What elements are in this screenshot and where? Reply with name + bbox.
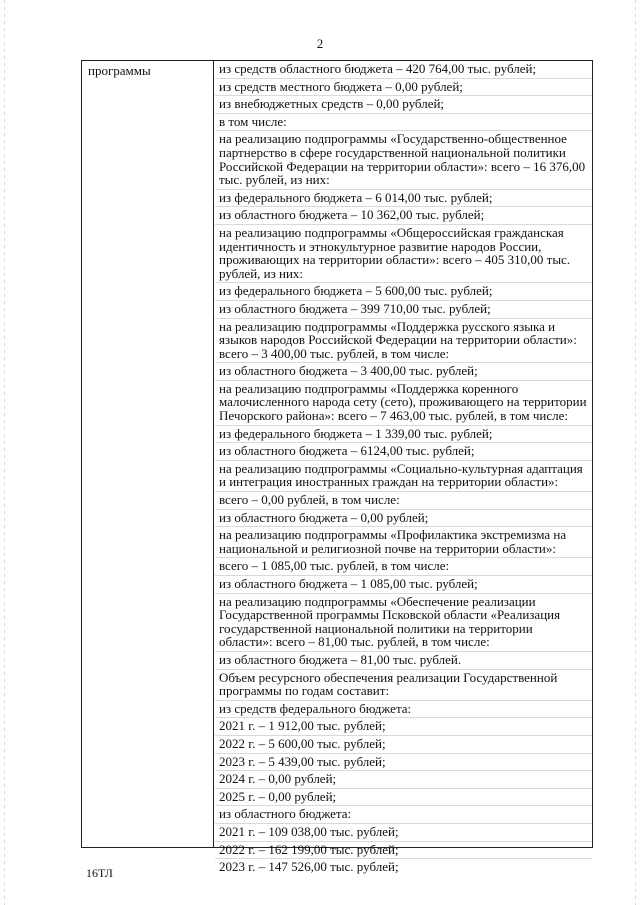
funding-line: из областного бюджета – 1 085,00 тыс. рублей; <box>215 575 592 593</box>
row-label: программы <box>88 63 151 78</box>
funding-line: из средств областного бюджета – 420 764,00 тыс. рублей; <box>219 61 537 76</box>
year-line: 2023 г. – 5 439,00 тыс. рублей; <box>215 753 592 771</box>
year-line: 2021 г. – 109 038,00 тыс. рублей; <box>215 823 592 841</box>
year-line: 2022 г. – 162 199,00 тыс. рублей; <box>215 841 592 859</box>
subprogram-line: на реализацию подпрограммы «Поддержка русского языка и языков народов Российской Федерации на территории области»: всего – 3 400,00 тыс. рублей, в том числе: <box>215 318 592 363</box>
funding-line: из областного бюджета – 0,00 рублей; <box>215 509 592 527</box>
year-line: 2021 г. – 1 912,00 тыс. рублей; <box>215 717 592 735</box>
funding-line: в том числе: <box>215 113 592 131</box>
subprogram-line: на реализацию подпрограммы «Обеспечение реализации Государственной программы Псковской области «Реализация государственной национальной политики на территории области»: всего – 81,00 тыс. рублей, в том числе: <box>215 593 592 651</box>
year-line: 2025 г. – 0,00 рублей; <box>215 788 592 806</box>
scan-edge-right <box>635 0 636 905</box>
subprogram-line: на реализацию подпрограммы «Профилактика экстремизма на национальной и религиозной почве на территории области»: <box>215 526 592 557</box>
funding-line: из областного бюджета – 6124,00 тыс. рублей; <box>215 442 592 460</box>
subprogram-line: на реализацию подпрограммы «Общероссийская гражданская идентичность и этнокультурное развитие народов России, проживающих на территории области»: всего – 405 310,00 тыс. рублей, из них: <box>215 224 592 282</box>
value-column <box>215 61 592 876</box>
year-line: 2022 г. – 5 600,00 тыс. рублей; <box>215 735 592 753</box>
subprogram-line: на реализацию подпрограммы «Государственно-общественное партнерство в сфере государственной национальной политики Российской Федерации на территории области»: всего – 16 376,00 тыс. рублей, из них: <box>215 130 592 188</box>
subprogram-line: на реализацию подпрограммы «Социально-культурная адаптация и интеграция иностранных граждан на территории области»: <box>215 460 592 491</box>
funding-line: из федерального бюджета – 5 600,00 тыс. рублей; <box>215 282 592 300</box>
subprogram-line: на реализацию подпрограммы «Поддержка коренного малочисленного народа сету (сето), проживающего на территории Печорского района»: всего – 7 463,00 тыс. рублей, в том числе: <box>215 380 592 425</box>
label-column <box>82 61 214 847</box>
footer-code: 16ТЛ <box>86 866 113 880</box>
year-line: 2024 г. – 0,00 рублей; <box>215 770 592 788</box>
funding-line: из областного бюджета – 81,00 тыс. рублей. <box>215 651 592 669</box>
funding-line: из областного бюджета – 3 400,00 тыс. рублей; <box>215 362 592 380</box>
funding-line: из внебюджетных средств – 0,00 рублей; <box>215 95 592 113</box>
year-line: 2023 г. – 147 526,00 тыс. рублей; <box>215 858 592 876</box>
funding-line: всего – 1 085,00 тыс. рублей, в том числе: <box>215 557 592 575</box>
funding-line: из областного бюджета – 399 710,00 тыс. рублей; <box>215 300 592 318</box>
funding-line: из федерального бюджета – 6 014,00 тыс. рублей; <box>215 189 592 207</box>
funding-line: из областного бюджета: <box>215 805 592 823</box>
page-number: 2 <box>316 36 324 51</box>
funding-line: из областного бюджета – 10 362,00 тыс. рублей; <box>215 206 592 224</box>
funding-line: из федерального бюджета – 1 339,00 тыс. рублей; <box>215 425 592 443</box>
funding-line: всего – 0,00 рублей, в том числе: <box>215 491 592 509</box>
scan-edge-left <box>4 0 5 905</box>
funding-line: из средств федерального бюджета: <box>215 700 592 718</box>
summary-heading: Объем ресурсного обеспечения реализации Государственной программы по годам составит: <box>215 669 592 700</box>
funding-line: из средств местного бюджета – 0,00 рублей; <box>215 78 592 96</box>
